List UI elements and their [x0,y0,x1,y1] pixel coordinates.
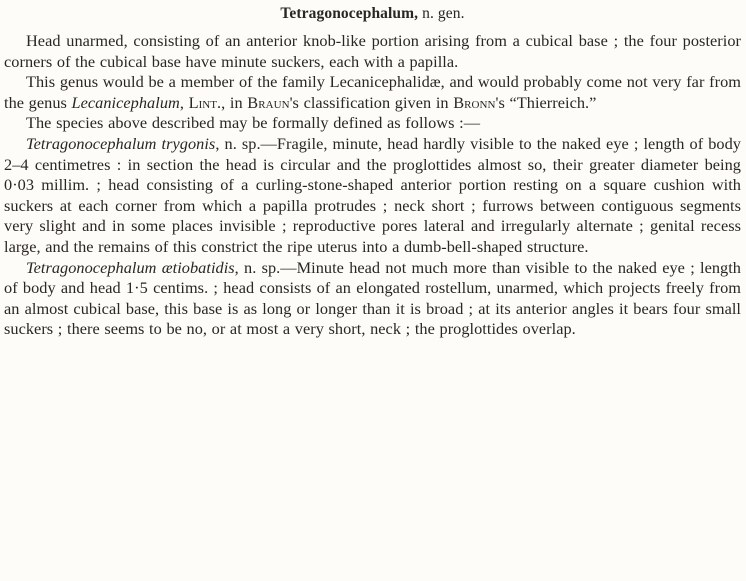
text-run: 's classification given in [289,92,454,112]
genus-heading [4,4,741,24]
genus-name: Tetragonocephalum, [280,5,419,22]
paragraph-species-aetiobatidis [4,258,741,340]
species-name-trygonis: Tetragonocephalum trygonis [26,133,216,153]
text-run: 's “Thierreich.” [495,92,597,112]
author-bronn: Bronn [453,92,496,112]
text-run: This genus would be a member of the family Lecanicephalidæ, and would probably come not very far from the genus [4,72,741,112]
species-name-aetiobatidis: Tetragonocephalum ætiobatidis [26,257,235,277]
author-lint: Lint. [188,92,222,112]
paragraph-species-trygonis [4,134,741,258]
document-page [4,4,741,340]
paragraph-genus-description: Head unarmed, consisting of an anterior knob-like portion arising from a cubical base ; the four posterior corners of the cubical base have minute suckers, each with a papilla. [4,31,741,71]
species-description-trygonis: , n. sp.—Fragile, minute, head hardly visible to the naked eye ; length of body 2–4 centimetres : in section the head is circular and the proglottides almost so, their greater diameter being 0·03 millim. ; head consisting of a curling-stone-shaped anterior portion resting on a square cushion with suckers at each corner from which a papilla protrudes ; neck short ; furrows between contiguous segments very slight and in some places invisible ; reproductive pores lateral and irregularly alternate ; genital recess large, and the remains of this constrict the ripe uterus into a dumb-bell-shaped structure. [4,133,741,256]
genus-lecanicephalum: Lecanicephalum [71,92,180,112]
text-run: , [179,92,189,112]
paragraph-species-intro: The species above described may be formally defined as follows :— [26,113,481,133]
genus-suffix: n. gen. [418,5,465,22]
paragraph-classification [4,72,741,113]
text-run: , in [221,92,248,112]
author-braun: Braun [247,92,290,112]
species-description-aetiobatidis: , n. sp.—Minute head not much more than visible to the naked eye ; length of body and head 1·5 centims. ; head consists of an elongated rostellum, unarmed, which projects freely from an almost cubical base, this base is as long or longer than it is broad ; at its anterior angles it bears four small suckers ; there seems to be no, or at most a very short, neck ; the proglottides overlap. [4,257,742,339]
